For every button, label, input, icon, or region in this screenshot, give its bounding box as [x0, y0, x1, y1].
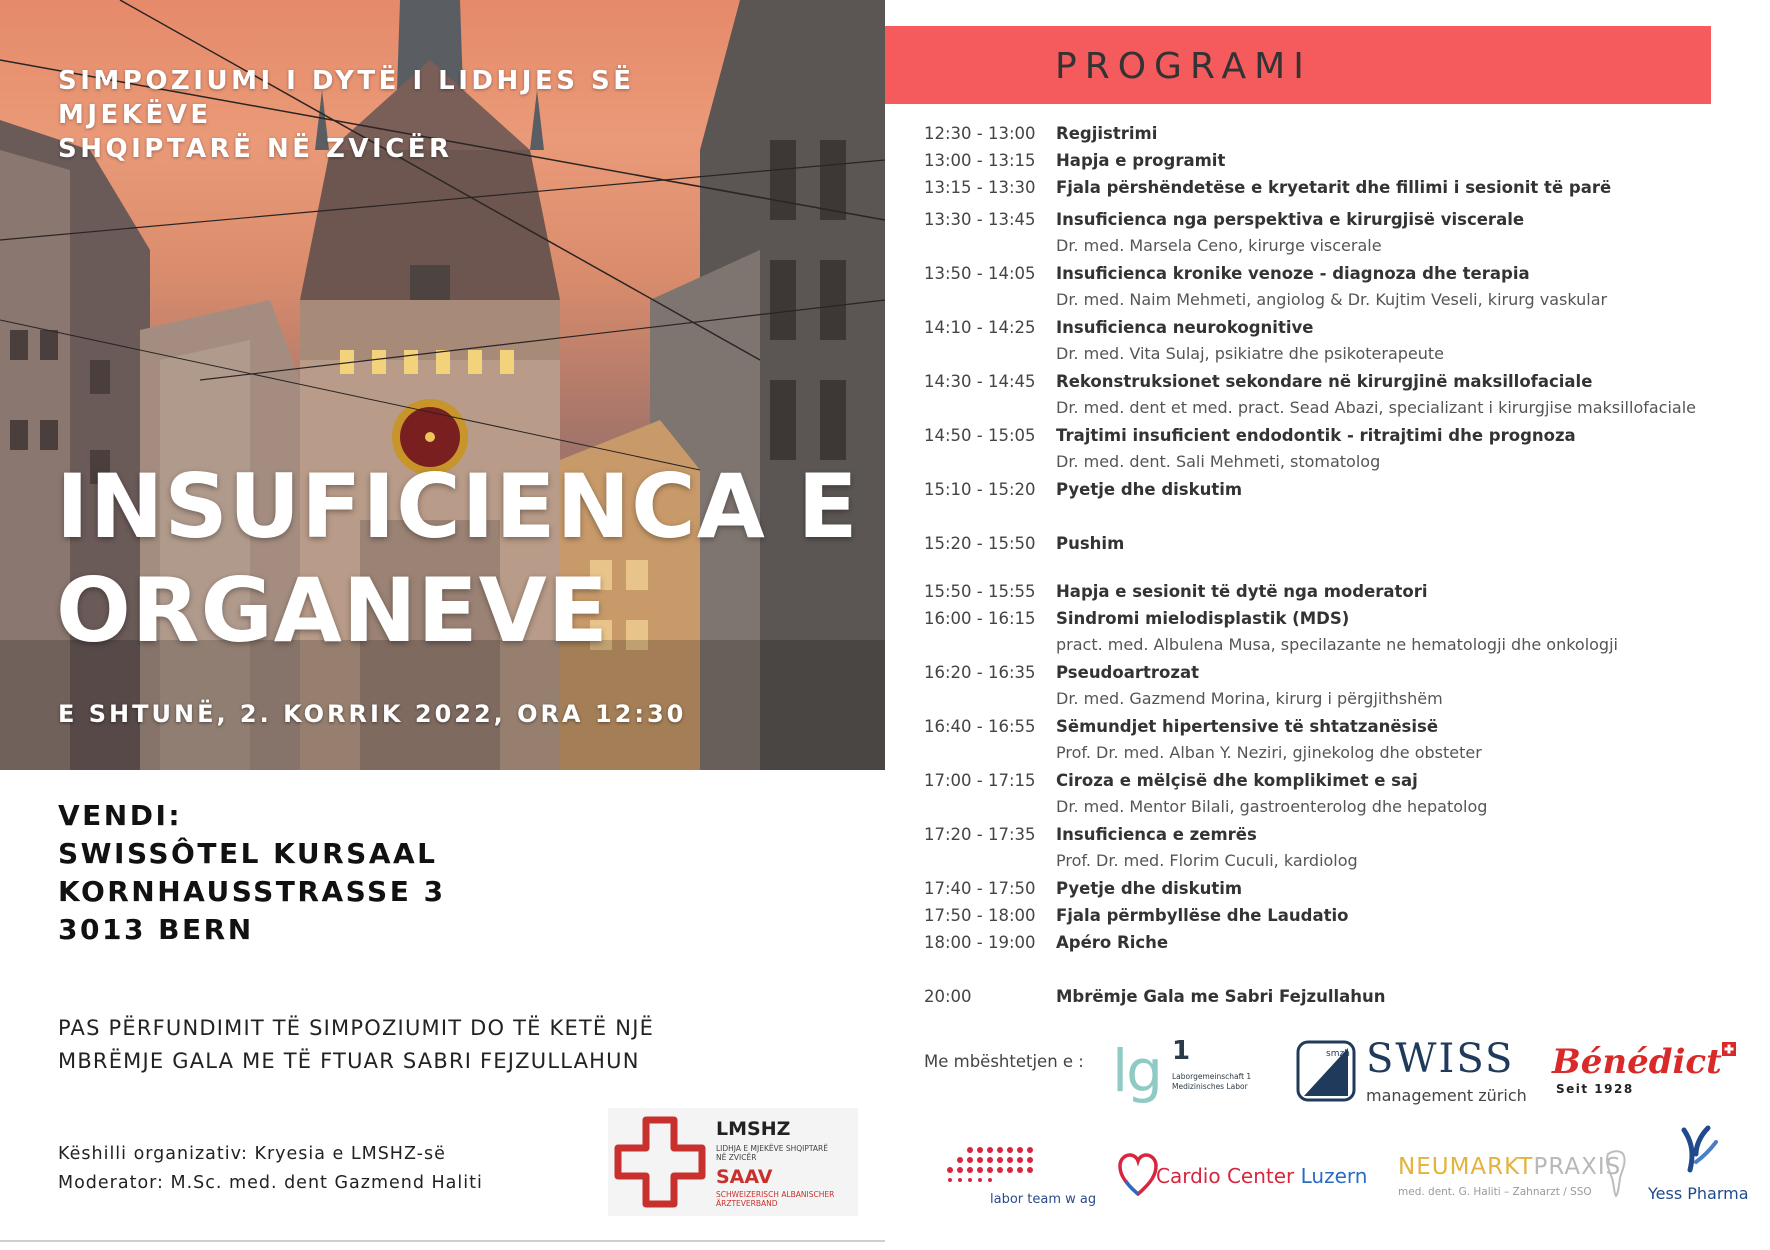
sponsor-swiss-management-logo [1296, 1036, 1528, 1110]
heart-icon [1118, 1152, 1158, 1198]
row-speaker: pract. med. Albulena Musa, specilazante ne hematologji dhe onkologji [1056, 635, 1618, 654]
hero-photo [0, 0, 885, 770]
row-time: 14:30 - 14:45 [924, 372, 1036, 391]
gala-note-line-1: PAS PËRFUNDIMIT TË SIMPOZIUMIT DO TË KETË NJË [58, 1016, 655, 1040]
row-time: 14:50 - 15:05 [924, 426, 1036, 445]
sponsor-benedict-logo [1552, 1042, 1742, 1102]
row-speaker: Prof. Dr. med. Alban Y. Neziri, gjinekolog dhe obsteter [1056, 743, 1482, 762]
row-title: Apéro Riche [1056, 933, 1169, 952]
row-time: 16:00 - 16:15 [924, 609, 1036, 628]
lg1-subtitle: Laborgemeinschaft 1 Medizinisches Labor [1172, 1072, 1252, 1091]
cardio-luzern-text: Luzern [1300, 1164, 1368, 1188]
row-time: 13:00 - 13:15 [924, 151, 1036, 170]
benedict-since: Seit 1928 [1556, 1082, 1634, 1096]
kicker-line-2: SHQIPTARË NË ZVICËR [58, 134, 453, 164]
venue-label: VENDI: [58, 799, 183, 832]
row-title: Insuficienca nga perspektiva e kirurgjisë viscerale [1056, 210, 1525, 229]
support-label: Me mbështetjen e : [924, 1052, 1084, 1071]
row-time: 15:50 - 15:55 [924, 582, 1036, 601]
lmshz-subtitle: LIDHJA E MJEKËVE SHQIPTARË NË ZVICËR [716, 1144, 828, 1162]
venue-city: 3013 BERN [58, 913, 254, 946]
saav-name: SAAV [716, 1166, 773, 1188]
lg1-number: 1 [1172, 1036, 1191, 1066]
row-title: Pyetje dhe diskutim [1056, 879, 1243, 898]
row-speaker: Dr. med. Mentor Bilali, gastroenterolog dhe hepatolog [1056, 797, 1488, 816]
organizers-block [58, 1140, 618, 1198]
row-title: Ciroza e mëlçisë dhe komplikimet e saj [1056, 771, 1418, 790]
dot-grid-icon [944, 1140, 1054, 1192]
sponsor-labor-team-logo [944, 1140, 1104, 1212]
venue-street: KORNHAUSSTRASSE 3 [58, 875, 446, 908]
row-title: Pyetje dhe diskutim [1056, 480, 1243, 499]
row-title: Trajtimi insuficient endodontik - ritrajtimi dhe prognoza [1056, 426, 1576, 445]
program-heading: PROGRAMI [1055, 46, 1312, 87]
symposium-kicker [58, 64, 798, 166]
row-title: Sëmundjet hipertensive të shtatzanësisë [1056, 717, 1439, 736]
row-title: Hapja e sesionit të dytë nga moderatori [1056, 582, 1428, 601]
row-title: Sindromi mielodisplastik (MDS) [1056, 609, 1350, 628]
row-time: 17:40 - 17:50 [924, 879, 1036, 898]
row-time: 20:00 [924, 987, 972, 1006]
row-speaker: Dr. med. Naim Mehmeti, angiolog & Dr. Kujtim Veseli, kirurg vaskular [1056, 290, 1608, 309]
venue-name: SWISSÔTEL KURSAAL [58, 837, 438, 870]
bottom-divider [0, 1240, 885, 1242]
row-title: Insuficienca e zemrës [1056, 825, 1257, 844]
row-title: Insuficienca neurokognitive [1056, 318, 1314, 337]
row-speaker: Prof. Dr. med. Florim Cuculi, kardiolog [1056, 851, 1358, 870]
row-title: Rekonstruksionet sekondare në kirurgjinë maksillofaciale [1056, 372, 1593, 391]
row-title: Fjala përmbyllëse dhe Laudatio [1056, 906, 1349, 925]
row-time: 17:20 - 17:35 [924, 825, 1036, 844]
row-title: Insuficienca kronike venoze - diagnoza dhe terapia [1056, 264, 1530, 283]
praxis-text: PRAXIS [1533, 1154, 1622, 1180]
event-date: E SHTUNË, 2. KORRIK 2022, ORA 12:30 [58, 700, 687, 728]
row-time: 15:20 - 15:50 [924, 534, 1036, 553]
cardio-center-text: Cardio Center [1156, 1164, 1295, 1188]
moderator: Moderator: M.Sc. med. dent Gazmend Haliti [58, 1173, 483, 1193]
row-time: 15:10 - 15:20 [924, 480, 1036, 499]
row-time: 16:20 - 16:35 [924, 663, 1036, 682]
lmshz-logo [608, 1108, 858, 1216]
svg-text:smzh: smzh [1326, 1049, 1350, 1059]
sponsor-neumarkt-praxis-logo [1398, 1146, 1628, 1212]
row-time: 16:40 - 16:55 [924, 717, 1036, 736]
sponsor-lg1-logo [1112, 1036, 1262, 1110]
row-speaker: Dr. med. Vita Sulaj, psikiatre dhe psikoterapeute [1056, 344, 1445, 363]
row-title: Pushim [1056, 534, 1125, 553]
swiss-flag-icon [1722, 1042, 1736, 1056]
kicker-line-1: SIMPOZIUMI I DYTË I LIDHJES SË MJEKËVE [58, 66, 635, 130]
benedict-wordmark: Bénédict [1552, 1042, 1722, 1082]
gala-note [58, 1012, 818, 1078]
row-time: 17:00 - 17:15 [924, 771, 1036, 790]
red-cross-icon [614, 1116, 706, 1208]
tooth-icon [1604, 1150, 1628, 1198]
row-time: 13:50 - 14:05 [924, 264, 1036, 283]
gala-note-line-2: MBRËMJE GALA ME TË FTUAR SABRI FEJZULLAHUN [58, 1049, 640, 1073]
sponsor-yess-pharma-logo [1644, 1124, 1754, 1210]
row-time: 13:15 - 13:30 [924, 178, 1036, 197]
yess-pharma-text: Yess Pharma [1648, 1184, 1749, 1203]
row-speaker: Dr. med. Gazmend Morina, kirurg i përgjithshëm [1056, 689, 1443, 708]
row-speaker: Dr. med. dent et med. pract. Sead Abazi, specializant i kirurgjise maksillofaciale [1056, 398, 1697, 417]
neumarkt-text: NEUMARKT [1398, 1154, 1534, 1180]
saav-subtitle: SCHWEIZERISCH ALBANISCHER ÄRZTEVERBAND [716, 1190, 835, 1208]
row-time: 18:00 - 19:00 [924, 933, 1036, 952]
row-title: Pseudoartrozat [1056, 663, 1199, 682]
title-line-1: INSUFICIENCA E [56, 455, 859, 558]
yess-pharma-mark-icon [1674, 1124, 1726, 1180]
row-time: 14:10 - 14:25 [924, 318, 1036, 337]
labor-team-text: labor team w ag [990, 1192, 1097, 1207]
neumarkt-subtitle: med. dent. G. Haliti – Zahnarzt / SSO [1398, 1186, 1592, 1198]
row-title: Hapja e programit [1056, 151, 1226, 170]
title-line-2: ORGANEVE [56, 559, 609, 662]
row-title: Mbrëmje Gala me Sabri Fejzullahun [1056, 987, 1386, 1006]
organizing-council: Këshilli organizativ: Kryesia e LMSHZ-së [58, 1144, 446, 1164]
row-title: Fjala përshëndetëse e kryetarit dhe fillimi i sesionit të parë [1056, 178, 1612, 197]
row-title: Regjistrimi [1056, 124, 1158, 143]
event-title [56, 455, 876, 663]
sponsor-cardio-center-logo [1118, 1150, 1378, 1210]
row-time: 13:30 - 13:45 [924, 210, 1036, 229]
row-time: 12:30 - 13:00 [924, 124, 1036, 143]
swiss-subtitle: management zürich [1366, 1086, 1527, 1105]
lg1-mark: lg [1112, 1037, 1161, 1105]
lmshz-name: LMSHZ [716, 1118, 791, 1140]
swiss-wordmark: SWISS [1366, 1036, 1515, 1082]
venue-block [58, 797, 838, 949]
program-banner [885, 26, 1711, 104]
row-speaker: Dr. med. Marsela Ceno, kirurge viscerale [1056, 236, 1382, 255]
row-time: 17:50 - 18:00 [924, 906, 1036, 925]
row-speaker: Dr. med. dent. Sali Mehmeti, stomatolog [1056, 452, 1381, 471]
smzh-badge-icon [1296, 1040, 1356, 1102]
